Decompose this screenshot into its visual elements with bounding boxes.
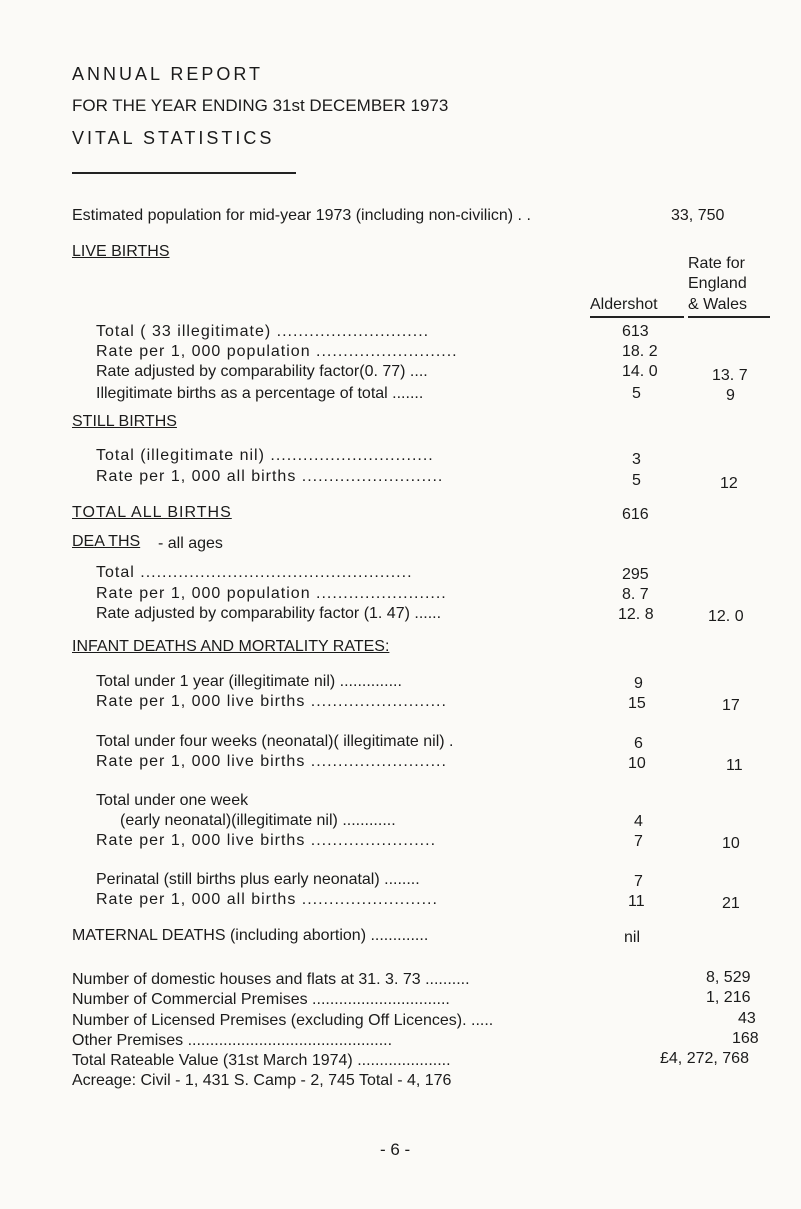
list-item-label: Number of domestic houses and flats at 31. 3. 73 .......... bbox=[72, 971, 470, 988]
table-row-label: Total under four weeks (neonatal)( illegitimate nil) . bbox=[96, 733, 454, 750]
header-divider bbox=[72, 172, 296, 174]
maternal-value: nil bbox=[624, 929, 641, 946]
population-label: Estimated population for mid-year 1973 (including non-civilicn) . . bbox=[72, 207, 531, 224]
col-local: Aldershot bbox=[590, 296, 658, 313]
table-row-local: 295 bbox=[622, 566, 649, 583]
table-row-local: 7 bbox=[634, 833, 643, 850]
table-row-label: Rate per 1, 000 live births ......................... bbox=[96, 753, 447, 770]
table-row-label: Rate adjusted by comparability factor(0. 77) .... bbox=[96, 363, 428, 380]
col-national-rule bbox=[688, 316, 770, 318]
total-births-value: 616 bbox=[622, 506, 649, 523]
table-row-national: 9 bbox=[726, 387, 735, 404]
deaths-heading: DEA THS bbox=[72, 533, 141, 550]
table-row-local: 11 bbox=[628, 893, 645, 910]
table-row-national: 11 bbox=[726, 757, 743, 774]
table-row-label: Perinatal (still births plus early neonatal) ........ bbox=[96, 871, 420, 888]
table-row-label: Rate per 1, 000 all births ......................... bbox=[96, 891, 438, 908]
list-item-label: Number of Commercial Premises ............................... bbox=[72, 991, 450, 1008]
section-title: VITAL STATISTICS bbox=[72, 128, 275, 148]
table-row-national: 13. 7 bbox=[712, 367, 748, 384]
table-row-local: 6 bbox=[634, 735, 643, 752]
table-row-label: (early neonatal)(illegitimate nil) ............ bbox=[120, 812, 396, 829]
table-row-label: Illegitimate births as a percentage of total ....... bbox=[96, 385, 424, 402]
still-births-heading: STILL BIRTHS bbox=[72, 413, 177, 430]
table-row-label: Total ( 33 illegitimate) ............................ bbox=[96, 323, 430, 340]
acreage: Acreage: Civil - 1, 431 S. Camp - 2, 745 Total - 4, 176 bbox=[72, 1072, 452, 1089]
list-item-label: Number of Licensed Premises (excluding Off Licences). ..... bbox=[72, 1012, 494, 1029]
col-national-1: Rate for bbox=[688, 255, 745, 272]
table-row-label: Rate per 1, 000 population .......................... bbox=[96, 343, 458, 360]
table-row-local: 15 bbox=[628, 695, 646, 712]
table-row-local: 5 bbox=[632, 385, 641, 402]
table-row-label: Rate per 1, 000 all births .......................... bbox=[96, 468, 444, 485]
table-row-national: 12 bbox=[720, 475, 738, 492]
report-title: ANNUAL REPORT bbox=[72, 64, 264, 84]
table-row-local: 7 bbox=[634, 873, 643, 890]
deaths-subheading: - all ages bbox=[158, 535, 223, 552]
table-row-local: 14. 0 bbox=[622, 363, 658, 380]
table-row-label: Total (illegitimate nil) .............................. bbox=[96, 447, 434, 464]
table-row-national: 12. 0 bbox=[708, 608, 744, 625]
table-row-label: Total under one week bbox=[96, 792, 249, 809]
col-national-2: England bbox=[688, 275, 747, 292]
list-item-label: Other Premises .............................................. bbox=[72, 1032, 393, 1049]
table-row-local: 10 bbox=[628, 755, 646, 772]
table-row-label: Rate per 1, 000 live births ....................... bbox=[96, 832, 437, 849]
table-row-local: 3 bbox=[632, 451, 641, 468]
list-item-value: 43 bbox=[738, 1010, 756, 1027]
infant-heading bbox=[72, 637, 389, 657]
list-item-value: 8, 529 bbox=[706, 969, 751, 986]
table-row-local: 8. 7 bbox=[622, 586, 649, 603]
live-births-heading: LIVE BIRTHS bbox=[72, 243, 170, 260]
table-row-local: 18. 2 bbox=[622, 343, 658, 360]
list-item-label: Total Rateable Value (31st March 1974) ..................... bbox=[72, 1052, 451, 1069]
list-item-value: 168 bbox=[732, 1030, 759, 1047]
total-births-label: TOTAL ALL BIRTHS bbox=[72, 504, 232, 521]
infant-heading-text: INFANT DEATHS AND MORTALITY RATES: bbox=[72, 638, 390, 655]
table-row-local: 12. 8 bbox=[618, 606, 654, 623]
table-row-label: Total .................................................. bbox=[96, 564, 413, 581]
col-national-3: & Wales bbox=[688, 296, 747, 313]
page-number: - 6 - bbox=[380, 1140, 411, 1159]
table-row-label: Rate adjusted by comparability factor (1. 47) ...... bbox=[96, 605, 442, 622]
table-row-label: Rate per 1, 000 live births ......................... bbox=[96, 693, 447, 710]
list-item-value: £4, 272, 768 bbox=[660, 1050, 749, 1067]
table-row-label: Rate per 1, 000 population ........................ bbox=[96, 585, 447, 602]
table-row-local: 5 bbox=[632, 472, 641, 489]
table-row-local: 4 bbox=[634, 813, 643, 830]
col-local-rule bbox=[590, 316, 684, 318]
population-value: 33, 750 bbox=[671, 207, 725, 224]
table-row-local: 9 bbox=[634, 675, 643, 692]
table-row-national: 21 bbox=[722, 895, 740, 912]
report-period: FOR THE YEAR ENDING 31st DECEMBER 1973 bbox=[72, 96, 449, 115]
table-row-label: Total under 1 year (illegitimate nil) .............. bbox=[96, 673, 402, 690]
table-row-local: 613 bbox=[622, 323, 649, 340]
maternal-label: MATERNAL DEATHS (including abortion) ............. bbox=[72, 927, 429, 944]
list-item-value: 1, 216 bbox=[706, 989, 751, 1006]
table-row-national: 10 bbox=[722, 835, 740, 852]
table-row-national: 17 bbox=[722, 697, 740, 714]
